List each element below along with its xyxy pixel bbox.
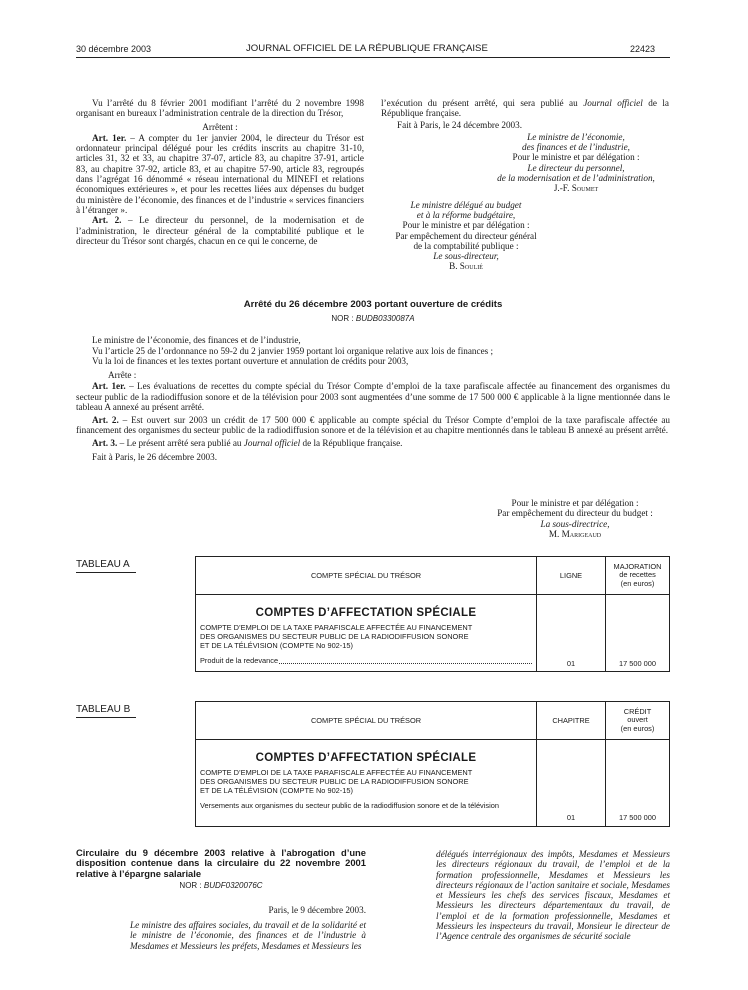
- tableau-a-row: [200, 656, 532, 665]
- decree-signature-line-2: Par empêchement du directeur du budget :: [497, 508, 653, 519]
- header-rule: [76, 57, 670, 58]
- decree-signature-line-1: Pour le ministre et par délégation :: [511, 498, 639, 508]
- prev-decree-signature-1-line-2: des finances et de l’industrie,: [522, 142, 630, 153]
- circulaire-nor-label: NOR :: [179, 881, 204, 890]
- tableau-b-col-credit-line-1: CRÉDIT: [623, 706, 652, 716]
- prev-decree-arretent: Arrêtent :: [202, 121, 238, 132]
- header-page-number: 22423: [630, 44, 656, 54]
- decree-art3-text: – Le présent arrêté sera publié au: [117, 437, 244, 448]
- tableau-b-label: TABLEAU B: [76, 704, 131, 715]
- decree-fait: Fait à Paris, le 26 décembre 2003.: [92, 452, 218, 462]
- tableau-b-heading: COMPTES D’AFFECTATION SPÉCIALE: [255, 752, 477, 764]
- tableau-b-row-label: Versements aux organismes du secteur public de la radiodiffusion sonore et de la télévision: [200, 801, 499, 810]
- tableau-b-body-row: [196, 740, 670, 827]
- decree-art3-journal: Journal officiel: [243, 437, 301, 448]
- decree-art3-end: de la République française.: [300, 437, 403, 448]
- tableau-a-subheading-line-3: ET DE LA TÉLÉVISION (COMPTE No 902-15): [200, 641, 353, 650]
- tableau-a-col-majoration: [606, 557, 670, 595]
- tableau-a-row-code: 01: [537, 595, 606, 672]
- prev-decree-art2-label: Art. 2.: [92, 215, 122, 226]
- prev-decree-fait: Fait à Paris, le 24 décembre 2003.: [397, 119, 523, 130]
- prev-decree-signature-2-line-7: B. Soulié: [449, 261, 483, 272]
- prev-decree-signature-2-line-5: de la comptabilité publique :: [413, 240, 519, 251]
- tableau-a-col-majoration-line-2: de recettes: [619, 570, 656, 580]
- prev-decree-right-column: [381, 98, 669, 272]
- header-date: 30 décembre 2003: [76, 44, 152, 54]
- tableau-a-heading: COMPTES D’AFFECTATION SPÉCIALE: [255, 607, 477, 619]
- tableau-a-row-amount: 17 500 000: [606, 595, 670, 672]
- circulaire-date: Paris, le 9 décembre 2003.: [268, 905, 366, 915]
- decree-arrete: Arrête :: [108, 369, 137, 380]
- tableau-a-subheading-line-1: COMPTE D’EMPLOI DE LA TAXE PARAFISCALE AFFECTÉE AU FINANCEMENT: [200, 623, 473, 632]
- prev-decree-signature-2-line-4: Par empêchement du directeur général: [395, 230, 537, 241]
- decree-intro-3: Vu la loi de finances et les textes portant ouverture et annulation de crédits pour 2003,: [92, 356, 409, 366]
- tableau-a-label: TABLEAU A: [76, 559, 130, 570]
- decree-nor-label: NOR :: [331, 314, 356, 323]
- tableau-a: [195, 556, 670, 672]
- decree-art3-label: Art. 3.: [92, 437, 118, 448]
- prev-decree-signature-1-line-3: Pour le ministre et par délégation :: [512, 152, 640, 163]
- tableau-a-subheading-line-2: DES ORGANISMES DU SECTEUR PUBLIC DE LA RADIODIFFUSION SONORE: [200, 632, 469, 641]
- prev-decree-art1-text: – A compter du 1er janvier 2004, le directeur du Trésor est ordonnateur principal délégué pour les crédits inscrits au chapitre 31-10, articles 31, 32 et 33, au chapitre 37-07, article 83, au chapitre 37-91, article 83, au chapitre 37-92, article 83, et au chapitre 57-90, article 83, regroupés dans l’agrégat 16 dénommé « réseau international du MINEFI et relations économiques extérieures », et pour les recettes liées aux dépenses du budget du ministère de l’économie, des finances et de l’industrie « services financiers à l’étranger ».: [76, 132, 364, 215]
- tableau-a-row-leader: [279, 656, 532, 664]
- tableau-b: [195, 701, 670, 827]
- circulaire-addressees: délégués interrégionaux des impôts, Mesdames et Messieurs les directeurs régionaux du travail, de l’emploi et de la formation professionnelle, Mesdames et Messieurs les directeurs régionaux de l’action sanitaire et sociale, Mesdames et Messieurs les chefs des services fiscaux, Mesdames et Messieurs les directeurs départementaux du travail, de l’emploi et de la formation professionnelle, Mesdames et Messieurs les inspecteurs du travail, Monsieur le directeur de l’Agence centrale des organismes de sécurité sociale: [436, 849, 670, 942]
- tableau-b-col-chapitre: CHAPITRE: [537, 702, 606, 740]
- decree-nor: BUDB0330087A: [355, 314, 415, 323]
- tableau-a-header-row: [196, 557, 670, 595]
- tableau-a-body-cell: [196, 595, 537, 672]
- circulaire-nor-line: [76, 881, 366, 890]
- tableau-a-col-ligne: LIGNE: [537, 557, 606, 595]
- decree-nor-line: [76, 314, 670, 323]
- prev-decree-signature-1-line-1: Le ministre de l’économie,: [527, 131, 625, 142]
- decree-art1-text: – Les évaluations de recettes du compte spécial du Trésor Compte d’emploi de la taxe parafiscale affectée au financement des organismes du secteur public de la radiodiffusion sonore et de la télévision pour 2003 sont augmentées d’une somme de 17 500 000 € applicable à la ligne mentionnée dans le tableau A annexé au présent arrêté.: [76, 381, 670, 412]
- prev-decree-signature-1: [481, 132, 671, 194]
- circulaire-title: Circulaire du 9 décembre 2003 relative à l’abrogation d’une disposition contenue dans la circulaire du 22 novembre 2001 relative à l’épargne salariale: [76, 847, 366, 879]
- prev-decree-signature-1-line-6: J.-F. Soumet: [553, 183, 599, 194]
- decree-intro-1: Le ministre de l’économie, des finances et de l’industrie,: [92, 335, 301, 345]
- tableau-b-row-code: 01: [537, 740, 606, 827]
- tableau-b-subheading-line-1: COMPTE D’EMPLOI DE LA TAXE PARAFISCALE AFFECTÉE AU FINANCEMENT: [200, 768, 473, 777]
- tableau-a-label-rule: [76, 572, 136, 573]
- decree-signature-line-3: La sous-directrice,: [540, 518, 610, 529]
- tableau-a-col-compte: COMPTE SPÉCIAL DU TRÉSOR: [196, 557, 537, 595]
- decree-signature-line-4: M. Marigeaud: [548, 528, 602, 539]
- prev-decree-signature-2-line-1: Le ministre délégué au budget: [410, 199, 522, 210]
- prev-decree-continuation-end: de la République française.: [381, 98, 670, 119]
- prev-decree-art1-label: Art. 1er.: [92, 132, 127, 143]
- circulaire-nor: BUDF0320076C: [203, 881, 263, 890]
- tableau-b-subheading: [200, 768, 532, 795]
- decree-intro-2: Vu l’article 25 de l’ordonnance no 59-2 du 2 janvier 1959 portant loi organique relative aux lois de finances ;: [92, 345, 494, 356]
- tableau-a-col-majoration-line-3: (en euros): [620, 578, 655, 588]
- tableau-b-subheading-line-3: ET DE LA TÉLÉVISION (COMPTE No 902-15): [200, 786, 353, 795]
- decree-title: Arrêté du 26 décembre 2003 portant ouverture de crédits: [243, 299, 503, 310]
- decree-art2-text: – Est ouvert sur 2003 un crédit de 17 500 000 € applicable au compte spécial du Trésor Compte d’emploi de la taxe parafiscale affectée au financement des organismes du secteur public de la radiodiffusion sonore et de la télévision et au chapitre mentionnés dans le tableau B annexé au présent arrêté.: [76, 414, 671, 435]
- prev-decree-signature-2-line-2: et à la réforme budgétaire,: [416, 209, 516, 220]
- tableau-a-row-label: Produit de la redevance: [200, 656, 279, 665]
- prev-decree-art2-text: – Le directeur du personnel, de la modernisation et de l’administration, le directeur général de la comptabilité publique et le directeur du Trésor sont chargés, chacun en ce qui le concerne, de: [76, 215, 364, 246]
- tableau-a-subheading: [200, 623, 532, 650]
- decree-art2-label: Art. 2.: [92, 414, 119, 425]
- prev-decree-signature-1-line-5: de la modernisation et de l’administration,: [497, 173, 655, 184]
- tableau-b-col-credit-line-2: ouvert: [627, 715, 648, 725]
- tableau-b-row-amount: 17 500 000: [606, 740, 670, 827]
- tableau-b-subheading-line-2: DES ORGANISMES DU SECTEUR PUBLIC DE LA RADIODIFFUSION SONORE: [200, 777, 469, 786]
- header-title: JOURNAL OFFICIEL DE LA RÉPUBLIQUE FRANÇAISE: [246, 43, 488, 54]
- prev-decree-signature-1-line-4: Le directeur du personnel,: [527, 162, 625, 173]
- prev-decree-signature-2-line-6: Le sous-directeur,: [433, 251, 499, 262]
- prev-decree-vu: Vu l’arrêté du 8 février 2001 modifiant l’arrêté du 2 novembre 1998 organisant en bureaux l’administration centrale de la direction du Trésor,: [76, 98, 364, 119]
- tableau-b-col-credit-line-3: (en euros): [620, 723, 655, 733]
- prev-decree-journal-officiel: Journal officiel: [583, 98, 643, 108]
- decree-signature: [470, 498, 680, 539]
- tableau-b-col-compte: COMPTE SPÉCIAL DU TRÉSOR: [196, 702, 537, 740]
- tableau-b-label-rule: [76, 717, 136, 718]
- circulaire-intro: Le ministre des affaires sociales, du travail et de la solidarité et le ministre de l’économie, des finances et de l’industrie à Mesdames et Messieurs les préfets, Mesdames et Messieurs les: [130, 920, 366, 951]
- tableau-b-header-row: [196, 702, 670, 740]
- tableau-a-body-row: [196, 595, 670, 672]
- decree-body: [76, 335, 670, 463]
- decree-art1-label: Art. 1er.: [92, 381, 126, 391]
- prev-decree-signature-2-line-3: Pour le ministre et par délégation :: [402, 220, 530, 231]
- tableau-b-body-cell: [196, 740, 537, 827]
- prev-decree-continuation: l’exécution du présent arrêté, qui sera publié au: [381, 98, 584, 108]
- tableau-a-col-majoration-line-1: MAJORATION: [613, 561, 662, 571]
- prev-decree-left-column: [76, 98, 364, 246]
- prev-decree-signature-2: [381, 200, 551, 272]
- tableau-b-col-credit: [606, 702, 670, 740]
